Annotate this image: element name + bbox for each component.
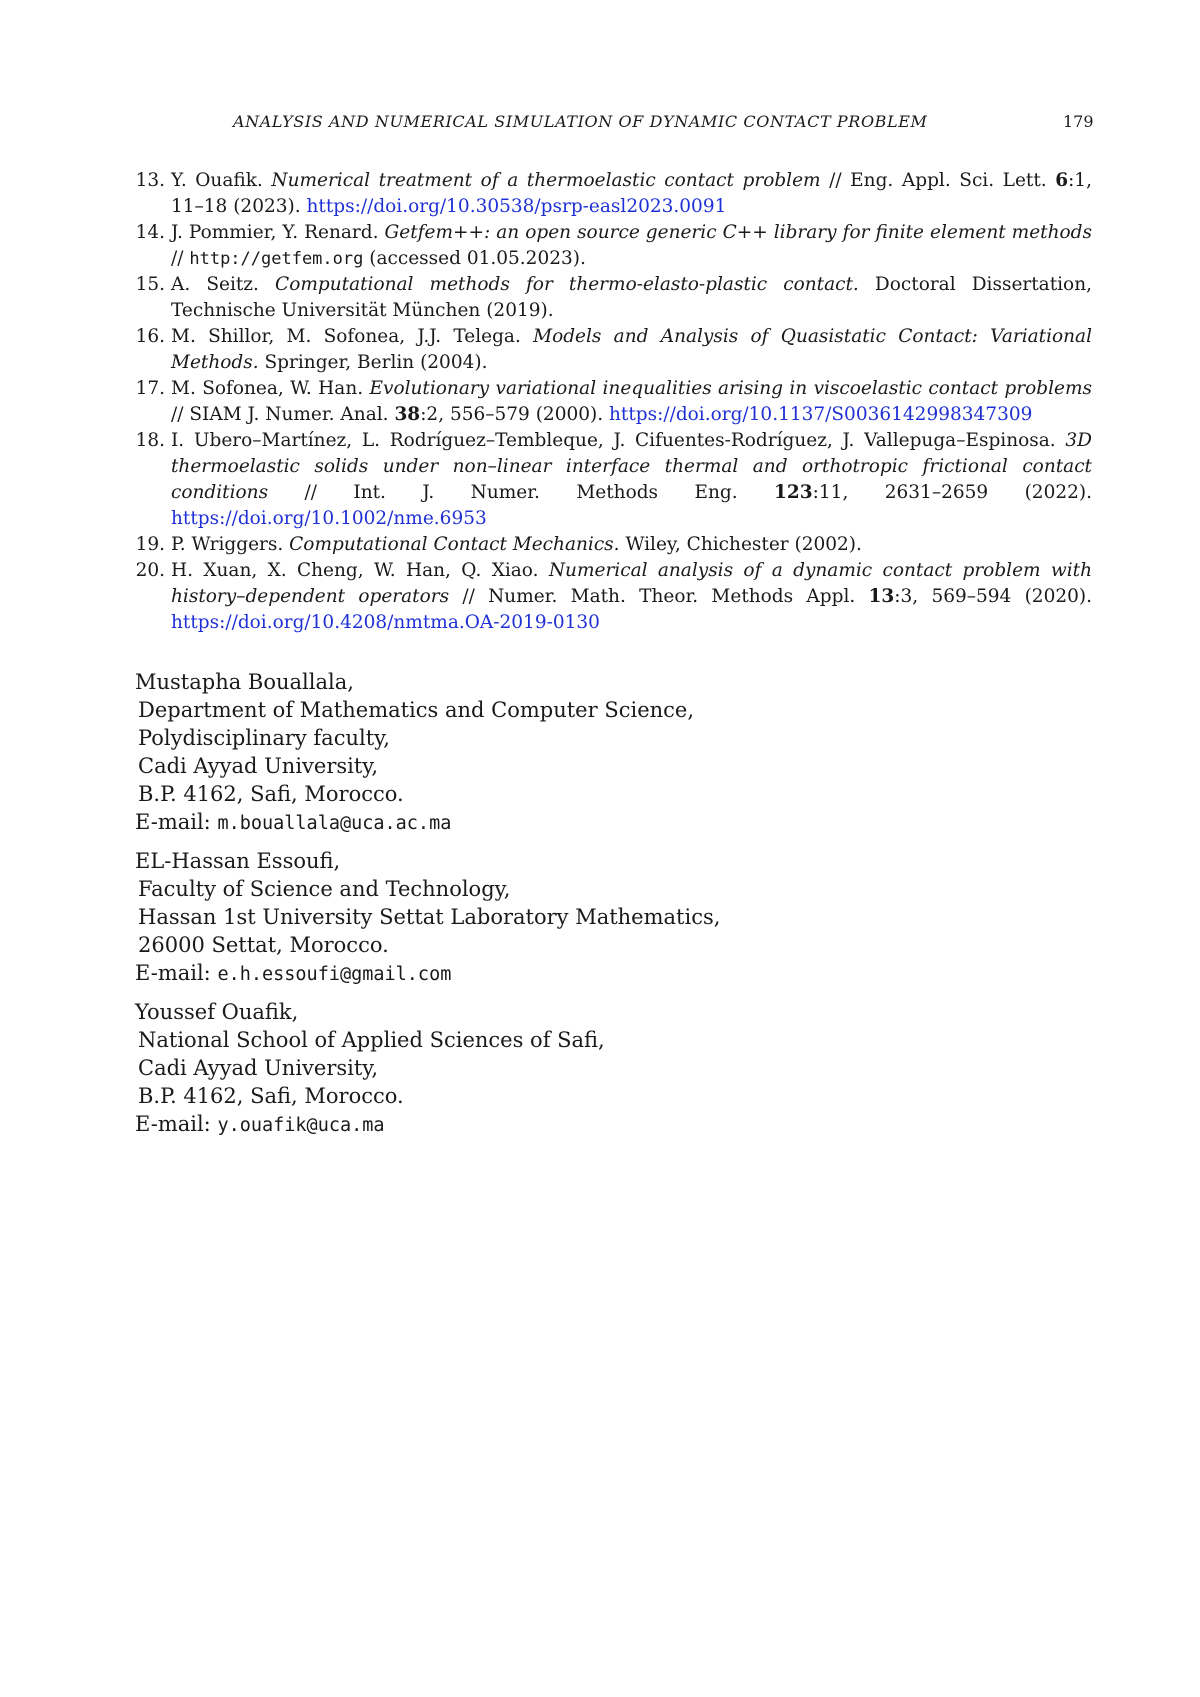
reference-journal: SIAM J. Numer. Anal. xyxy=(189,404,389,425)
reference-details: Springer, Berlin (2004). xyxy=(264,352,488,373)
reference-item xyxy=(130,168,1092,220)
address-line: Cadi Ayyad University, xyxy=(138,754,379,778)
reference-separator: // xyxy=(171,248,184,269)
reference-details: (accessed 01.05.2023). xyxy=(369,248,586,269)
email-line xyxy=(135,808,838,838)
running-title: ANALYSIS AND NUMERICAL SIMULATION OF DYNAMIC CONTACT PROBLEM xyxy=(233,112,928,131)
reference-number: 19. xyxy=(135,534,165,555)
reference-journal: Eng. Appl. Sci. Lett. xyxy=(850,170,1047,191)
address-line: B.P. 4162, Safi, Morocco. xyxy=(138,782,404,806)
reference-title: Numerical treatment of a thermoelastic contact problem xyxy=(271,170,821,191)
address-line: B.P. 4162, Safi, Morocco. xyxy=(138,1084,404,1108)
author-name: Youssef Ouafik, xyxy=(135,1000,299,1024)
reference-number: 16. xyxy=(135,326,165,347)
reference-item xyxy=(130,272,1092,324)
author-block xyxy=(135,998,838,1140)
address-line: Cadi Ayyad University, xyxy=(138,1056,379,1080)
email-address[interactable]: y.ouafik@uca.ma xyxy=(217,1115,385,1136)
address-line: Faculty of Science and Technology, xyxy=(138,877,511,901)
author-addresses xyxy=(135,668,838,1149)
reference-authors: A. Seitz. xyxy=(171,274,259,295)
reference-volume: 123 xyxy=(774,482,813,503)
reference-number: 18. xyxy=(135,430,165,451)
reference-title: Numerical analysis of a dynamic contact problem with history–dependent operators xyxy=(171,560,1093,607)
reference-number: 20. xyxy=(135,560,165,581)
reference-doi-link[interactable]: https://doi.org/10.30538/psrp-easl2023.0091 xyxy=(306,196,727,217)
reference-details: :2, 556–579 (2000). xyxy=(420,404,604,425)
author-name: EL-Hassan Essoufi, xyxy=(135,849,341,873)
email-label: E-mail: xyxy=(135,961,211,985)
reference-title: Models and Analysis of Quasistatic Contact: Variational Methods. xyxy=(171,326,1093,373)
reference-authors: M. Sofonea, W. Han. xyxy=(171,378,364,399)
author-name: Mustapha Bouallala, xyxy=(135,670,354,694)
reference-separator: // xyxy=(829,170,842,191)
address-line: 26000 Settat, Morocco. xyxy=(138,933,389,957)
address-line: Hassan 1st University Settat Laboratory Mathematics, xyxy=(138,905,721,929)
email-line xyxy=(135,959,838,989)
reference-number: 17. xyxy=(135,378,165,399)
reference-details: :1, 11–18 (2023). xyxy=(171,170,1092,217)
reference-item xyxy=(130,558,1092,636)
reference-item xyxy=(130,220,1092,272)
address-line: National School of Applied Sciences of Safi, xyxy=(138,1028,605,1052)
reference-separator: // xyxy=(304,482,317,503)
reference-title: Computational Contact Mechanics. xyxy=(289,534,620,555)
author-block xyxy=(135,668,838,838)
reference-journal: Int. J. Numer. Methods Eng. xyxy=(353,482,738,503)
reference-number: 14. xyxy=(135,222,165,243)
address-line: Polydisciplinary faculty, xyxy=(138,726,390,750)
reference-item xyxy=(130,324,1092,376)
page-number: 179 xyxy=(1063,112,1094,131)
reference-item xyxy=(130,532,1092,558)
reference-details: Wiley, Chichester (2002). xyxy=(625,534,862,555)
reference-url: http://getfem.org xyxy=(189,249,364,269)
reference-doi-link[interactable]: https://doi.org/10.1002/nme.6953 xyxy=(171,508,487,529)
email-line xyxy=(135,1110,838,1140)
email-address[interactable]: m.bouallala@uca.ac.ma xyxy=(217,813,452,834)
reference-number: 15. xyxy=(135,274,165,295)
reference-volume: 6 xyxy=(1055,170,1069,191)
reference-separator: // xyxy=(171,404,184,425)
reference-title: Computational methods for thermo-elasto-plastic contact. xyxy=(275,274,859,295)
reference-details: Doctoral Dissertation, Technische Universität München (2019). xyxy=(171,274,1092,321)
reference-authors: J. Pommier, Y. Renard. xyxy=(171,222,379,243)
reference-item xyxy=(130,376,1092,428)
reference-volume: 38 xyxy=(394,404,421,425)
email-label: E-mail: xyxy=(135,1112,211,1136)
email-address[interactable]: e.h.essoufi@gmail.com xyxy=(217,964,452,985)
reference-authors: Y. Ouafik. xyxy=(171,170,263,191)
reference-doi-link[interactable]: https://doi.org/10.1137/S0036142998347309 xyxy=(609,404,1033,425)
reference-doi-link[interactable]: https://doi.org/10.4208/nmtma.OA-2019-0130 xyxy=(171,612,600,633)
reference-title: 3D thermoelastic solids under non–linear interface thermal and orthotropic frictional contact conditions xyxy=(171,430,1092,503)
reference-item xyxy=(130,428,1092,532)
email-label: E-mail: xyxy=(135,810,211,834)
reference-authors: M. Shillor, M. Sofonea, J.J. Telega. xyxy=(171,326,521,347)
reference-journal: Numer. Math. Theor. Methods Appl. xyxy=(488,586,856,607)
reference-volume: 13 xyxy=(868,586,895,607)
running-header xyxy=(0,112,1200,136)
reference-title: Evolutionary variational inequalities arising in viscoelastic contact problems xyxy=(369,378,1092,399)
reference-number: 13. xyxy=(135,170,165,191)
reference-authors: H. Xuan, X. Cheng, W. Han, Q. Xiao. xyxy=(171,560,539,581)
author-block xyxy=(135,847,838,989)
address-line: Department of Mathematics and Computer Science, xyxy=(138,698,695,722)
reference-authors: P. Wriggers. xyxy=(171,534,284,555)
reference-details: :3, 569–594 (2020). xyxy=(894,586,1092,607)
reference-title: Getfem++: an open source generic C++ library for finite element methods xyxy=(384,222,1092,243)
reference-authors: I. Ubero–Martínez, L. Rodríguez–Tembleque, J. Cifuentes-Rodríguez, J. Vallepuga–Espinosa. xyxy=(171,430,1056,451)
reference-list xyxy=(130,168,1092,636)
reference-details: :11, 2631–2659 (2022). xyxy=(812,482,1092,503)
reference-separator: // xyxy=(462,586,475,607)
